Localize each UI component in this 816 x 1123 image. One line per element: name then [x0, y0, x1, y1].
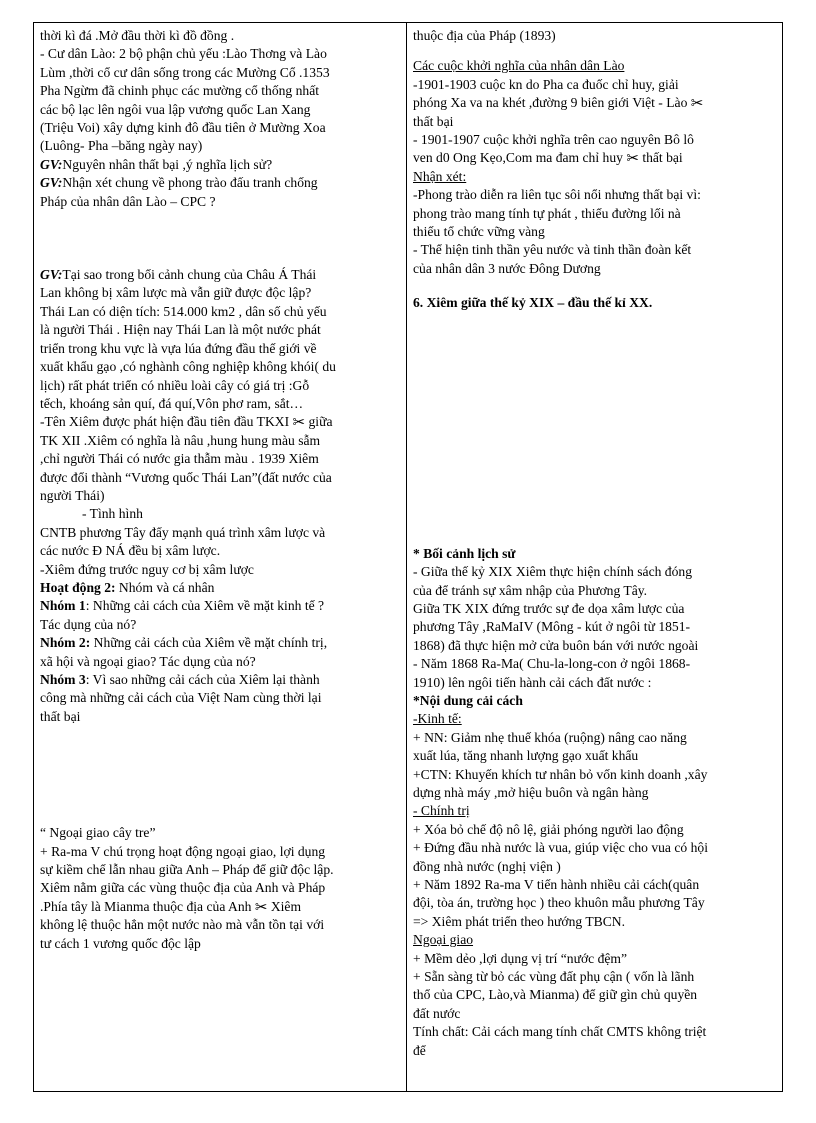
text-line: ven d0 Ong Kẹo,Com ma đam chỉ huy ✂ thất bại	[413, 150, 683, 168]
section-heading: *Nội dung cải cách	[413, 692, 523, 708]
text-line: + NN: Giảm nhẹ thuế khóa (ruộng) nâng cao năng	[413, 729, 687, 745]
text-line: triển trong khu vực là vựa lúa đứng đầu thế giới về	[40, 340, 317, 356]
text-line: thất bại	[40, 708, 81, 724]
text-line: của nhân dân 3 nước Đông Dương	[413, 260, 601, 276]
text-line: xã hội và ngoại giao? Tác dụng của nó?	[40, 653, 256, 669]
text-line: thuộc địa của Pháp (1893)	[413, 28, 556, 43]
text-line: Lan không bị xâm lược mà vẫn giữ được độc lập?	[40, 285, 312, 301]
gv-label: GV:	[40, 267, 63, 283]
text-line: 1910) lên ngôi tiến hành cải cách đất nước :	[413, 674, 652, 690]
group-task: Nhóm 3: Vì sao những cải cách của Xiêm lại thành	[40, 672, 320, 687]
gv-label: GV:	[40, 175, 63, 191]
column-divider	[406, 23, 407, 1091]
text-line: + Sẵn sàng từ bỏ các vùng đất phụ cận ( vốn là lãnh	[413, 969, 695, 985]
text-line: được đổi thành “Vương quốc Thái Lan”(đất nước của	[40, 469, 332, 485]
right-column	[413, 27, 773, 1060]
section-subheading: Nhận xét:	[413, 168, 467, 184]
section-subheading: Ngoại giao	[413, 932, 474, 948]
text-line: +CTN: Khuyến khích tư nhân bỏ vốn kinh doanh ,xây	[413, 766, 708, 782]
text-line: (Luông- Pha –băng ngày nay)	[40, 138, 203, 154]
text-line: - Giữa thế kỷ XIX Xiêm thực hiện chính sách đóng	[413, 564, 692, 580]
text-line: Lùm ,thời cổ cư dân sống trong các Mường Cổ .1353	[40, 64, 330, 80]
section-subheading: - Chính trị	[413, 803, 470, 819]
text-line: các nước Đ NÁ đều bị xâm lược.	[40, 543, 221, 559]
text-line: đội, tòa án, trường học ) theo khuôn mẫu phương Tây	[413, 895, 705, 911]
text-line: Xiêm nằm giữa các vùng thuộc địa của Anh và Pháp	[40, 880, 326, 896]
activity-heading: Hoạt động 2: Nhóm và cá nhân	[40, 579, 215, 595]
text-line: (Triệu Voi) xây dựng kinh đô đầu tiên ở Mường Xoa	[40, 120, 326, 136]
text-line: Tác dụng của nó?	[40, 616, 137, 632]
text-line: -Xiêm đứng trước nguy cơ bị xâm lược	[40, 561, 254, 577]
text-line: thời kì đá .Mở đầu thời kì đồ đồng .	[40, 28, 235, 43]
text-line: 1868) đã thực hiện mở cửa buôn bán với nước ngoài	[413, 637, 699, 653]
group-task: Nhóm 2: Những cải cách của Xiêm về mặt chính trị,	[40, 635, 328, 651]
text-line: để	[413, 1042, 426, 1058]
section-heading: * Bối cảnh lịch sử	[413, 545, 516, 561]
text-line: không lệ thuộc hẳn một nước nào mà vẫn tồn tại với	[40, 917, 325, 933]
teacher-question: GV:Tại sao trong bối cảnh chung của Châu Á Thái	[40, 267, 317, 283]
text-line: - Cư dân Lào: 2 bộ phận chủ yếu :Lào Thơng và Lào	[40, 46, 327, 62]
text-line: -Tên Xiêm được phát hiện đầu tiên đầu TKXI ✂ giữa	[40, 414, 333, 432]
text-line: -1901-1903 cuộc kn do Pha ca đuốc chỉ huy, giải	[413, 76, 679, 92]
text-line: công mà những cải cách của Việt Nam cùng thời lại	[40, 690, 322, 706]
text-line: đất nước	[413, 1005, 461, 1021]
text-line: “ Ngoại giao cây tre”	[40, 825, 156, 841]
text-line: phong trào mang tính tự phát , thiếu đường lối nà	[413, 205, 681, 221]
left-column	[40, 27, 400, 953]
section-heading: 6. Xiêm giữa thế kỷ XIX – đầu thế kỉ XX.	[413, 295, 653, 311]
text-line: + Xóa bỏ chế độ nô lệ, giải phóng người lao động	[413, 821, 684, 837]
text-line: Thái Lan có diện tích: 514.000 km2 , dân số chủ yếu	[40, 303, 327, 319]
text-line: xuất lúa, tăng nhanh lượng gạo xuất khẩu	[413, 748, 639, 764]
document-table	[33, 22, 783, 1092]
scissors-icon: ✂	[626, 151, 639, 168]
text-line: Giữa TK XIX đứng trước sự đe dọa xâm lược của	[413, 600, 685, 616]
text-line: các bộ lạc lên ngôi vua lập vương quốc Lan Xang	[40, 101, 311, 117]
text-line: CNTB phương Tây đẩy mạnh quá trình xâm lược và	[40, 524, 326, 540]
text-line: + Ra-ma V chú trọng hoạt động ngoại giao, lợi dụng	[40, 843, 326, 859]
text-line: phương Tây ,RaMaIV (Mông - kút ở ngôi từ 1851-	[413, 619, 691, 635]
text-line: + Đứng đầu nhà nước là vua, giúp việc cho vua có hội	[413, 840, 708, 856]
text-line: tếch, khoáng sản quí, đá quí,Vôn phơ ram, sắt…	[40, 395, 304, 411]
text-line: người Thái)	[40, 487, 105, 503]
text-line: xuất khẩu gạo ,có nghành công nghiệp không khói( du	[40, 359, 336, 375]
text-line: sự kiềm chế lẫn nhau giữa Anh – Pháp để giữ độc lập.	[40, 862, 334, 878]
text-line: TK XII .Xiêm có nghĩa là nâu ,hung hung màu sẫm	[40, 432, 321, 448]
text-line: tư cách 1 vương quốc độc lập	[40, 935, 201, 951]
text-line: - 1901-1907 cuộc khởi nghĩa trên cao nguyên Bô lô	[413, 132, 694, 148]
text-line: là người Thái . Hiện nay Thái Lan là một nước phát	[40, 322, 321, 338]
text-line: phóng Xa va na khét ,đường 9 biên giới Việt - Lào ✂	[413, 95, 704, 113]
text-line: dựng nhà máy ,mở hiệu buôn và ngân hàng	[413, 784, 649, 800]
section-subheading: Các cuộc khởi nghĩa của nhân dân Lào	[413, 58, 625, 74]
scissors-icon: ✂	[254, 899, 268, 916]
section-subheading: -Kinh tế:	[413, 711, 462, 727]
text-line: .Phía tây là Mianma thuộc địa của Anh ✂ Xiêm	[40, 898, 302, 916]
text-line: thất bại	[413, 113, 454, 129]
text-line: + Mềm dẻo ,lợi dụng vị trí “nước đệm”	[413, 950, 628, 966]
text-line: => Xiêm phát triển theo hướng TBCN.	[413, 913, 625, 929]
text-line: Pha Ngừm đã chinh phục các mường cổ thống nhất	[40, 83, 320, 99]
text-line: đồng nhà nước (nghị viện )	[413, 858, 561, 874]
gv-label: GV:	[40, 156, 63, 172]
text-line: thiếu tổ chức vững vàng	[413, 224, 545, 240]
text-line: -Phong trào diễn ra liên tục sôi nổi nhưng thất bại vì:	[413, 187, 701, 203]
text-line: ,chỉ người Thái có nước gia thẫm màu . 1939 Xiêm	[40, 451, 319, 467]
text-line: - Tình hình	[82, 506, 143, 522]
teacher-question: GV:Nhận xét chung về phong trào đấu tranh chống	[40, 175, 318, 191]
text-line: Tính chất: Cải cách mang tính chất CMTS không triệt	[413, 1024, 707, 1040]
text-line: - Thể hiện tinh thần yêu nước và tinh thần đoàn kết	[413, 242, 692, 258]
text-line: thổ của CPC, Lào,và Mianma) để giữ gìn chủ quyền	[413, 987, 698, 1003]
text-line: lịch) rất phát triển có nhiều loài cây có giá trị :Gỗ	[40, 377, 310, 393]
text-line: của để tránh sự xâm nhập của Phương Tây.	[413, 582, 648, 598]
teacher-question: GV:Nguyên nhân thất bại ,ý nghĩa lịch sử?	[40, 156, 273, 172]
text-line: - Năm 1868 Ra-Ma( Chu-la-long-con ở ngôi 1868-	[413, 656, 691, 672]
text-line: Pháp của nhân dân Lào – CPC ?	[40, 193, 216, 209]
scissors-icon: ✂	[292, 415, 306, 432]
group-task: Nhóm 1: Những cải cách của Xiêm về mặt kinh tế ?	[40, 598, 325, 614]
scissors-icon: ✂	[690, 96, 704, 113]
text-line: + Năm 1892 Ra-ma V tiến hành nhiều cải cách(quân	[413, 877, 700, 892]
